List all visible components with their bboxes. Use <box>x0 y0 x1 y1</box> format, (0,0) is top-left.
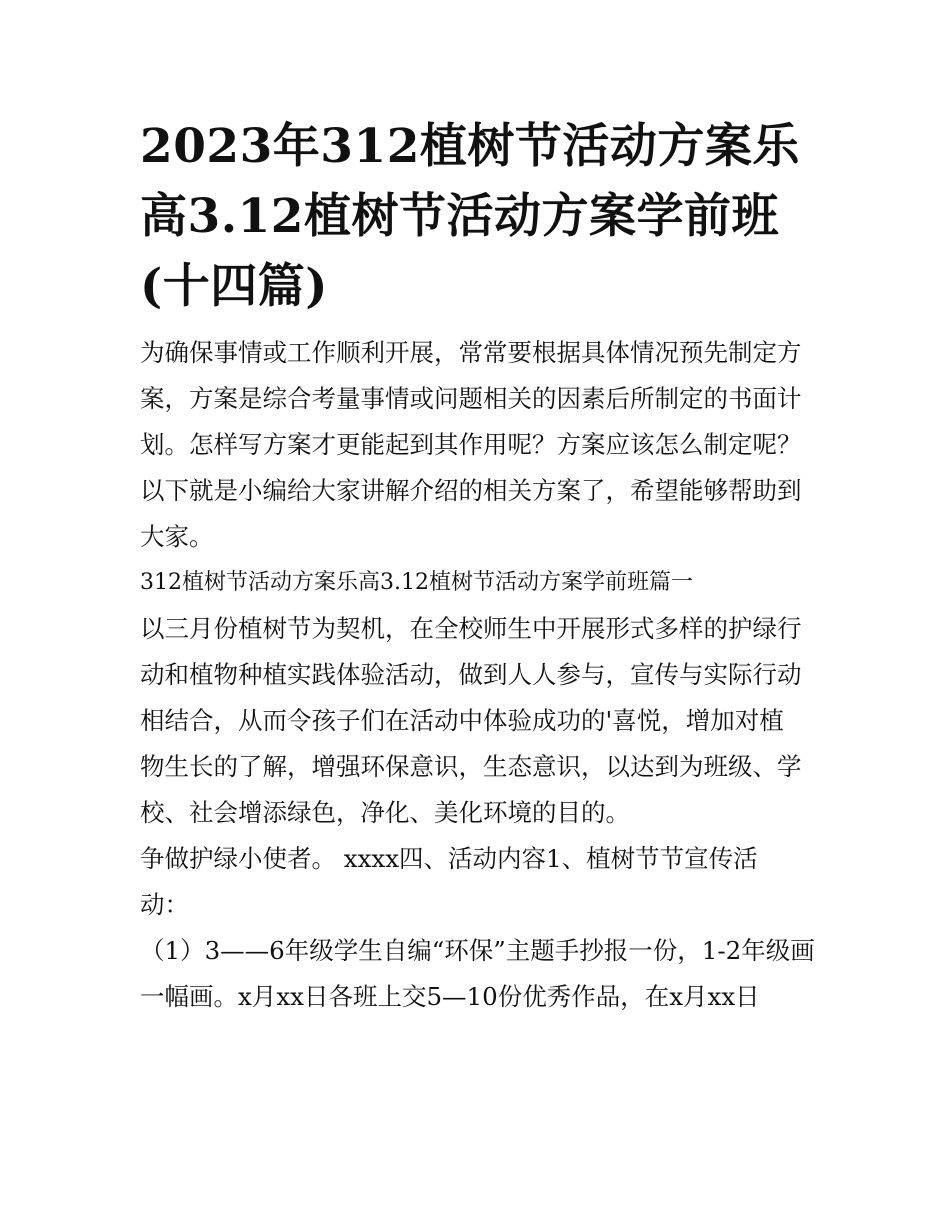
intro-line: 划。怎样写方案才更能起到其作用呢？方案应该怎么制定呢？ <box>140 430 802 459</box>
intro-line: 为确保事情或工作顺利开展，常常要根据具体情况预先制定方 <box>140 338 802 367</box>
document-title <box>140 112 812 322</box>
title-line: 高3.12植树节活动方案学前班 <box>140 189 779 244</box>
intro-paragraph <box>140 330 812 560</box>
intro-line: 以下就是小编给大家讲解介绍的相关方案了，希望能够帮助到 <box>140 476 802 505</box>
section-heading: 312植树节活动方案乐高3.12植树节活动方案学前班篇一 <box>140 570 693 595</box>
section-line: 相结合，从而令孩子们在活动中体验成功的'喜悦，增加对植 <box>140 706 784 735</box>
section-paragraph <box>140 606 812 836</box>
activity-paragraph <box>140 836 812 928</box>
intro-line: 大家。 <box>140 522 214 551</box>
section-line: 以三月份植树节为契机，在全校师生中开展形式多样的护绿行 <box>140 614 802 643</box>
title-line: 2023年312植树节活动方案乐 <box>140 119 800 174</box>
activity-line: 争做护绿小使者。 xxxx四、活动内容1、植树节节宣传活 <box>140 844 758 873</box>
item-line: 一幅画。x月xx日各班上交5—10份优秀作品，在x月xx日 <box>140 982 760 1011</box>
item-line: （1）3——6年级学生自编“环保”主题手抄报一份，1-2年级画 <box>140 936 815 965</box>
activity-line: 动： <box>140 890 189 919</box>
section-line: 物生长的了解，增强环保意识，生态意识，以达到为班级、学 <box>140 752 802 781</box>
section-line: 校、社会增添绿色，净化、美化环境的目的。 <box>140 798 630 827</box>
title-line: (十四篇) <box>140 259 328 314</box>
document-page <box>140 112 815 1020</box>
section-line: 动和植物种植实践体验活动，做到人人参与，宣传与实际行动 <box>140 660 802 689</box>
item-paragraph <box>140 928 815 1020</box>
intro-line: 案，方案是综合考量事情或问题相关的因素后所制定的书面计 <box>140 384 802 413</box>
